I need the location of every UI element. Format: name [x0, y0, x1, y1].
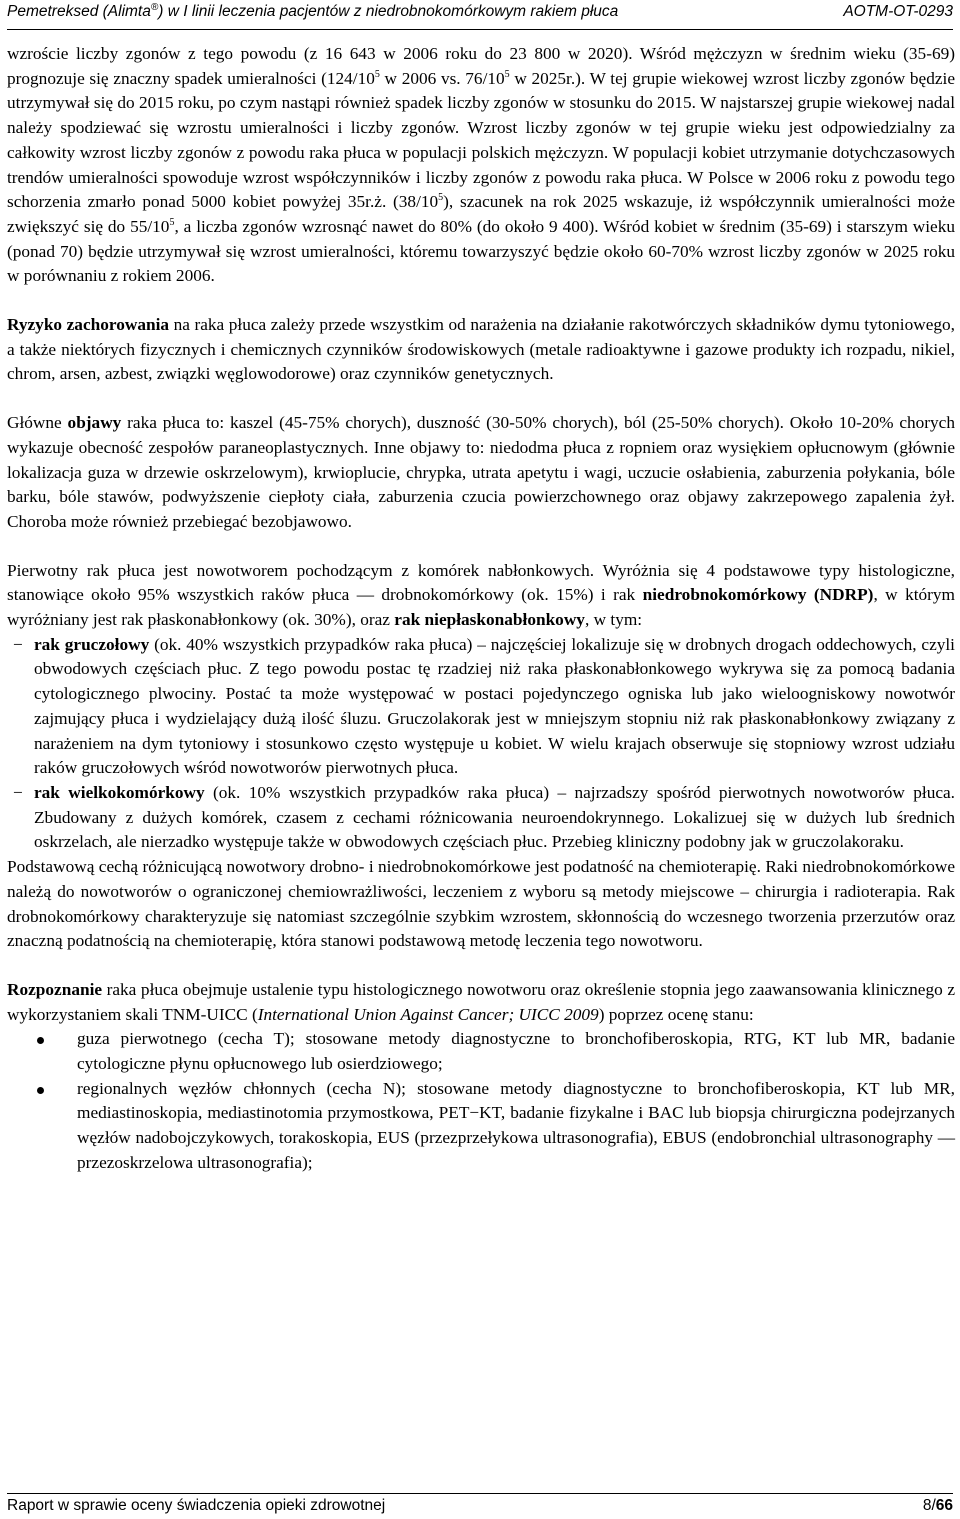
page-footer	[7, 1493, 953, 1519]
paragraph-symptoms: Główne objawy raka płuca to: kaszel (45-75% chorych), duszność (30-50% chorych), ból (25-50% chorych). Około 10-20% chorych wykazuje obecność zespołów paraneoplastycznych. Inne objawy to: niedodma płuca z ropniem oraz wysiękiem opłucnowym (głównie lokalizacja guza w drzewie oskrzelowym), krwioplucie, chrypka, utrata apetytu i wagi, uczucie osłabienia, zaburzenia połykania, bóle barku, bóle stawów, podwyższenie ciepłoty ciała, zaburzenia czucia powierzchownego oraz objawy zakrzepowego zapalenia żył. Choroba może również przebiegać bezobjawowo.	[7, 413, 955, 531]
list-item: − rak gruczołowy (ok. 40% wszystkich przypadków raka płuca) – najczęściej lokalizuje się w drobnych drogach oddechowych, czyli obwodowych częściach płuc. Z tego powodu postac tę rzadziej niż raka płaskonabłonkowego wykrywa się za pomocą badania cytologicznego plwociny. Postać ta może występować w postaci pojedynczego ogniska lub jako wieloogniskowy nowotwór zajmujący płuca i wydzielający dużą ilość śluzu. Gruczolakorak jest w mniejszym stopniu niż rak płaskonabłonkowy związany z narażeniem na dym tytoniowy i stosunkowo często występuje u kobiet. W wielu krajach obserwuje się stopniowy wzrost udziału raków gruczołowych wśród nowotworów pierwotnych płuca.	[13, 634, 955, 778]
page-number: 8/66	[922, 1497, 953, 1514]
paragraph-risk: Ryzyko zachorowania na raka płuca zależy przede wszystkim od narażenia na działanie rakotwórczych składników dymu tytoniowego, a także niektórych fizycznych i chemicznych czynników środowiskowych (metale radioaktywne i gazowe produkty ich rozpadu, nikiel, chrom, arsen, azbest, związki węglowodorowe) oraz czynników genetycznych.	[7, 315, 955, 384]
paragraph-diagnosis: Rozpoznanie raka płuca obejmuje ustalenie typu histologicznego nowotworu oraz określenie stopnia jego zaawansowania klinicznego z wykorzystaniem skali TNM-UICC (International Union Against Cancer; UICC 2009) poprzez ocenę stanu:	[7, 979, 955, 1024]
bullet-icon	[37, 1087, 44, 1094]
document-body	[7, 42, 955, 1176]
document-id: AOTM-OT-0293	[843, 3, 953, 20]
paragraph-mortality: wzroście liczby zgonów z tego powodu (z 16 643 w 2006 roku do 23 800 w 2020). Wśród mężczyzn w średnim wieku (35-69) prognozuje się znaczny spadek umieralności ($124/10^5$ w 2006 vs. $76/10^5$ w 2025r.). W tej grupie wiekowej wzrost liczby zgonów będzie utrzymywał się do 2015 roku, po czym nastąpi również spadek liczby zgonów w stosunku do 2015. W najstarszej grupie wiekowej nadal należy spodziewać się wzrostu umieralności i liczby zgonów. Wzrost liczby zgonów w tej grupie wieku jest odpowiedzialny za całkowity wzrost liczby zgonów z powodu raka płuca w populacji polskich mężczyzn. W populacji kobiet utrzymanie dotychczasowych trendów umieralności spowoduje wzrost współczynników i liczby zgonów z powodu raka płuca. W Polsce w 2006 roku z powodu tego schorzenia zmarło ponad 5000 kobiet powyżej 35r.ż. $(38/10^5)$, szacunek na rok 2025 wskazuje, iż współczynnik umieralności może zwiększyć się do $55/10^5$, a liczba zgonów wzrosnąć nawet do 80% (do około 9 400). Wśród kobiet w średnim (35-69) i starszym wieku (ponad 70) będzie utrzymywał się wzrost umieralności, któremu towarzyszyć będzie około 60-70% wzrost liczby zgonów w 2025 roku w porównaniu z rokiem 2006.	[7, 44, 955, 286]
bullet-icon	[37, 1037, 44, 1044]
page-header	[7, 0, 953, 30]
bullet-list-item: regionalnych węzłów chłonnych (cecha N); stosowane metody diagnostyczne to bronchofiberoskopia, KT lub MR, mediastinoskopia, mediastinotomia przymostkowa, PET−KT, badanie fizykalne i BAC lub biopsja chirurgiczna podejrzanych węzłów nadobojczykowych, torakoskopia, EUS (przezprzełykowa ultrasonografia), EBUS (endobronchial ultrasonography — przezoskrzelowa ultrasonografia);	[7, 1077, 955, 1176]
footer-report-title: Raport w sprawie oceny świadczenia opieki zdrowotnej	[7, 1497, 386, 1514]
dash-marker: −	[13, 782, 23, 802]
document-title: Pemetreksed (Alimta®) w I linii leczenia pacjentów z niedrobnokomórkowym rakiem płuca	[7, 1, 619, 20]
list-item: − rak wielkokomórkowy (ok. 10% wszystkich przypadków raka płuca) – najrzadszy spośród pierwotnych nowotworów płuca. Zbudowany z dużych komórek, czasem z cechami różnicowania neuroendokrynnego. Lokalizuej się w dużych lub średnich oskrzelach, ale nierzadko występuje także w obwodowych częściach płuc. Przebieg kliniczny podobny jak w gruczolakoraku.	[13, 782, 955, 852]
paragraph-histology: Pierwotny rak płuca jest nowotworem pochodzącym z komórek nabłonkowych. Wyróżnia się 4 podstawowe typy histologiczne, stanowiące około 95% wszystkich raków płuca — drobnokomórkowy (ok. 15%) i rak niedrobnokomórkowy (NDRP), w którym wyróżniany jest rak płaskonabłonkowy (ok. 30%), oraz rak niepłaskonabłonkowy, w tym:	[7, 560, 955, 630]
paragraph-chemosensitivity: Podstawową cechą różnicującą nowotwory drobno- i niedrobnokomórkowe jest podatność na chemioterapię. Raki niedrobnokomórkowe należą do nowotworów o ograniczonej chemiowrażliwości, leczeniem z wyboru są metody miejscowe – chirurgia i radioterapia. Rak drobnokomórkowy charakteryzuje się natomiast szczególnie szybkim wzrostem, skłonnością do wczesnego tworzenia przerzutów oraz znaczną podatnością na chemioterapię, która stanowi podstawową metodę leczenia tego nowotworu.	[7, 857, 955, 951]
bullet-list-item: guza pierwotnego (cecha T); stosowane metody diagnostyczne to bronchofiberoskopia, RTG, KT lub MR, badanie cytologiczne płynu opłucnowego lub osierdziowego;	[7, 1027, 955, 1076]
dash-marker: −	[13, 634, 23, 654]
